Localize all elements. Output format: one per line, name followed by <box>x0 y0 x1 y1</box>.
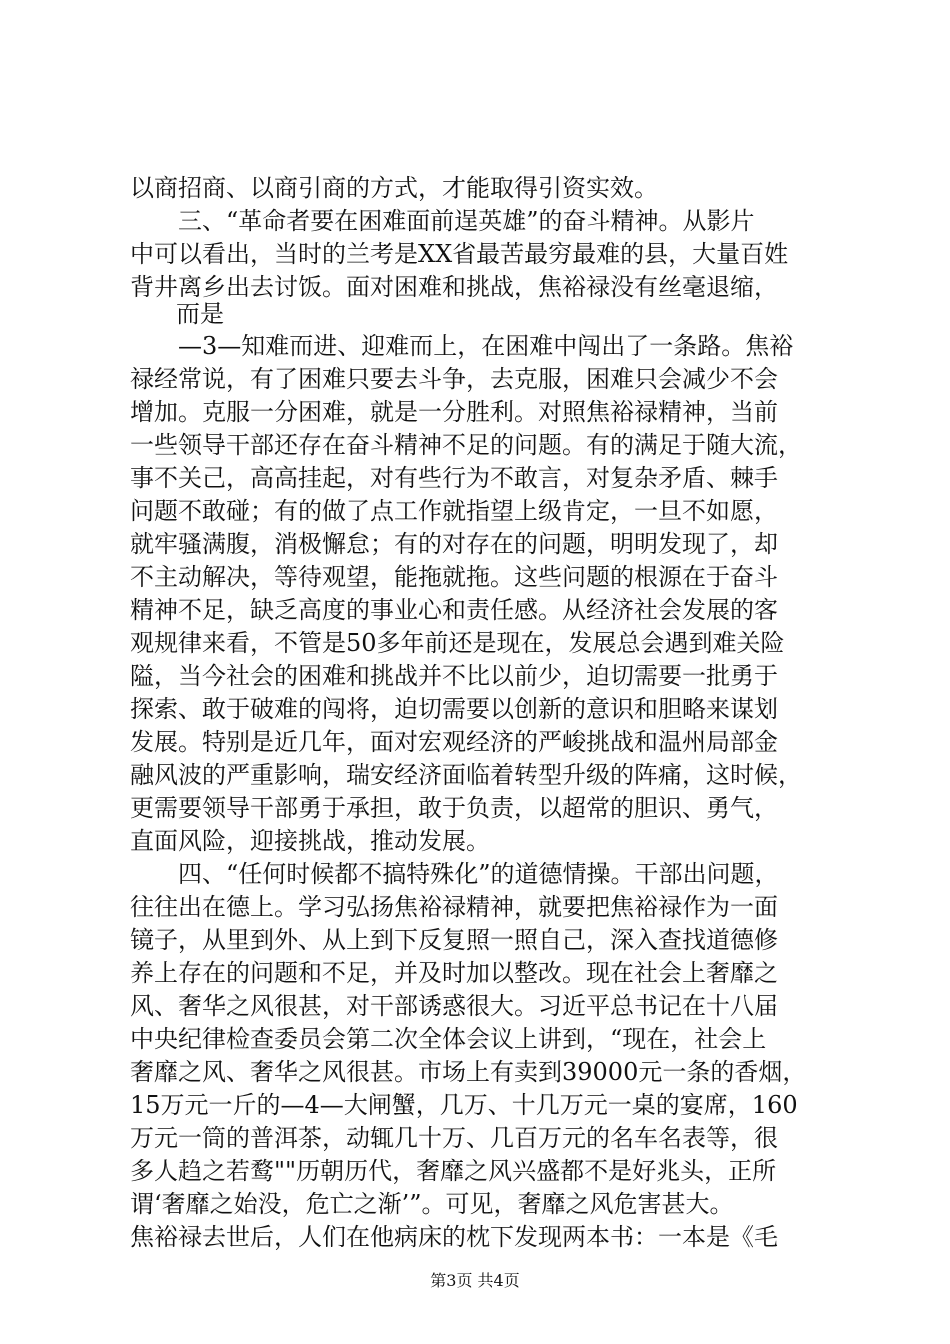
paragraph-line: 一些领导干部还存在奋斗精神不足的问题。有的满足于随大流， <box>130 431 802 459</box>
paragraph-line: 直面风险，迎接挑战，推动发展。 <box>130 827 490 855</box>
paragraph-line: 中央纪律检查委员会第二次全体会议上讲到，“现在，社会上 <box>130 1025 767 1053</box>
paragraph-line: 奢靡之风、奢华之风很甚。市场上有卖到39000元一条的香烟， <box>130 1058 807 1086</box>
paragraph-line: 养上存在的问题和不足，并及时加以整改。现在社会上奢靡之 <box>130 959 778 987</box>
paragraph-line: 更需要领导干部勇于承担，敢于负责，以超常的胆识、勇气， <box>130 794 778 822</box>
paragraph-line: 事不关己，高高挂起，对有些行为不敢言，对复杂矛盾、棘手 <box>130 464 778 492</box>
paragraph-line: 中可以看出，当时的兰考是XX省最苦最穷最难的县，大量百姓 <box>130 240 789 268</box>
paragraph-line: 四、“任何时候都不搞特殊化”的道德情操。干部出问题， <box>178 860 779 888</box>
paragraph-line: 焦裕禄去世后，人们在他病床的枕下发现两本书：一本是《毛 <box>130 1223 778 1251</box>
paragraph-line: —3—知难而进、迎难而上，在困难中闯出了一条路。焦裕 <box>178 332 794 360</box>
paragraph-line: 禄经常说，有了困难只要去斗争，去克服，困难只会减少不会 <box>130 365 778 393</box>
page-footer: 第3页 共4页 <box>430 1271 520 1290</box>
paragraph-line: 就牢骚满腹，消极懈怠；有的对存在的问题，明明发现了，却 <box>130 530 778 558</box>
paragraph-line: 多人趋之若鹜""历朝历代，奢靡之风兴盛都不是好兆头，正所 <box>130 1157 777 1185</box>
paragraph-line: 隘，当今社会的困难和挑战并不比以前少，迫切需要一批勇于 <box>130 662 778 690</box>
paragraph-line: 问题不敢碰；有的做了点工作就指望上级肯定，一旦不如愿， <box>130 497 778 525</box>
paragraph-line: 往往出在德上。学习弘扬焦裕禄精神，就要把焦裕禄作为一面 <box>130 893 778 921</box>
paragraph-line: 探索、敢于破难的闯将，迫切需要以创新的意识和胆略来谋划 <box>130 695 778 723</box>
paragraph-line: 不主动解决，等待观望，能拖就拖。这些问题的根源在于奋斗 <box>130 563 778 591</box>
paragraph-line: 风、奢华之风很甚，对干部诱惑很大。习近平总书记在十八届 <box>130 992 778 1020</box>
paragraph-line: 融风波的严重影响，瑞安经济面临着转型升级的阵痛，这时候， <box>130 761 802 789</box>
paragraph-line: 背井离乡出去讨饭。面对困难和挑战，焦裕禄没有丝毫退缩， <box>130 273 778 301</box>
paragraph-line: 15万元一斤的—4—大闸蟹，几万、十几万元一桌的宴席，160 <box>130 1091 798 1119</box>
paragraph-line: 而是 <box>176 300 224 328</box>
paragraph-line: 谓‘奢靡之始没，危亡之渐’”。可见，奢靡之风危害甚大。 <box>130 1190 734 1218</box>
paragraph-line: 发展。特别是近几年，面对宏观经济的严峻挑战和温州局部金 <box>130 728 778 756</box>
paragraph-line: 以商招商、以商引商的方式，才能取得引资实效。 <box>130 174 658 202</box>
paragraph-line: 精神不足，缺乏高度的事业心和责任感。从经济社会发展的客 <box>130 596 778 624</box>
paragraph-line: 观规律来看，不管是50多年前还是现在，发展总会遇到难关险 <box>130 629 785 657</box>
paragraph-line: 镜子，从里到外、从上到下反复照一照自己，深入查找道德修 <box>130 926 778 954</box>
paragraph-line: 三、“革命者要在困难面前逞英雄”的奋斗精神。从影片 <box>178 207 755 235</box>
paragraph-line: 万元一筒的普洱茶，动辄几十万、几百万元的名车名表等，很 <box>130 1124 778 1152</box>
paragraph-line: 增加。克服一分困难，就是一分胜利。对照焦裕禄精神，当前 <box>130 398 778 426</box>
